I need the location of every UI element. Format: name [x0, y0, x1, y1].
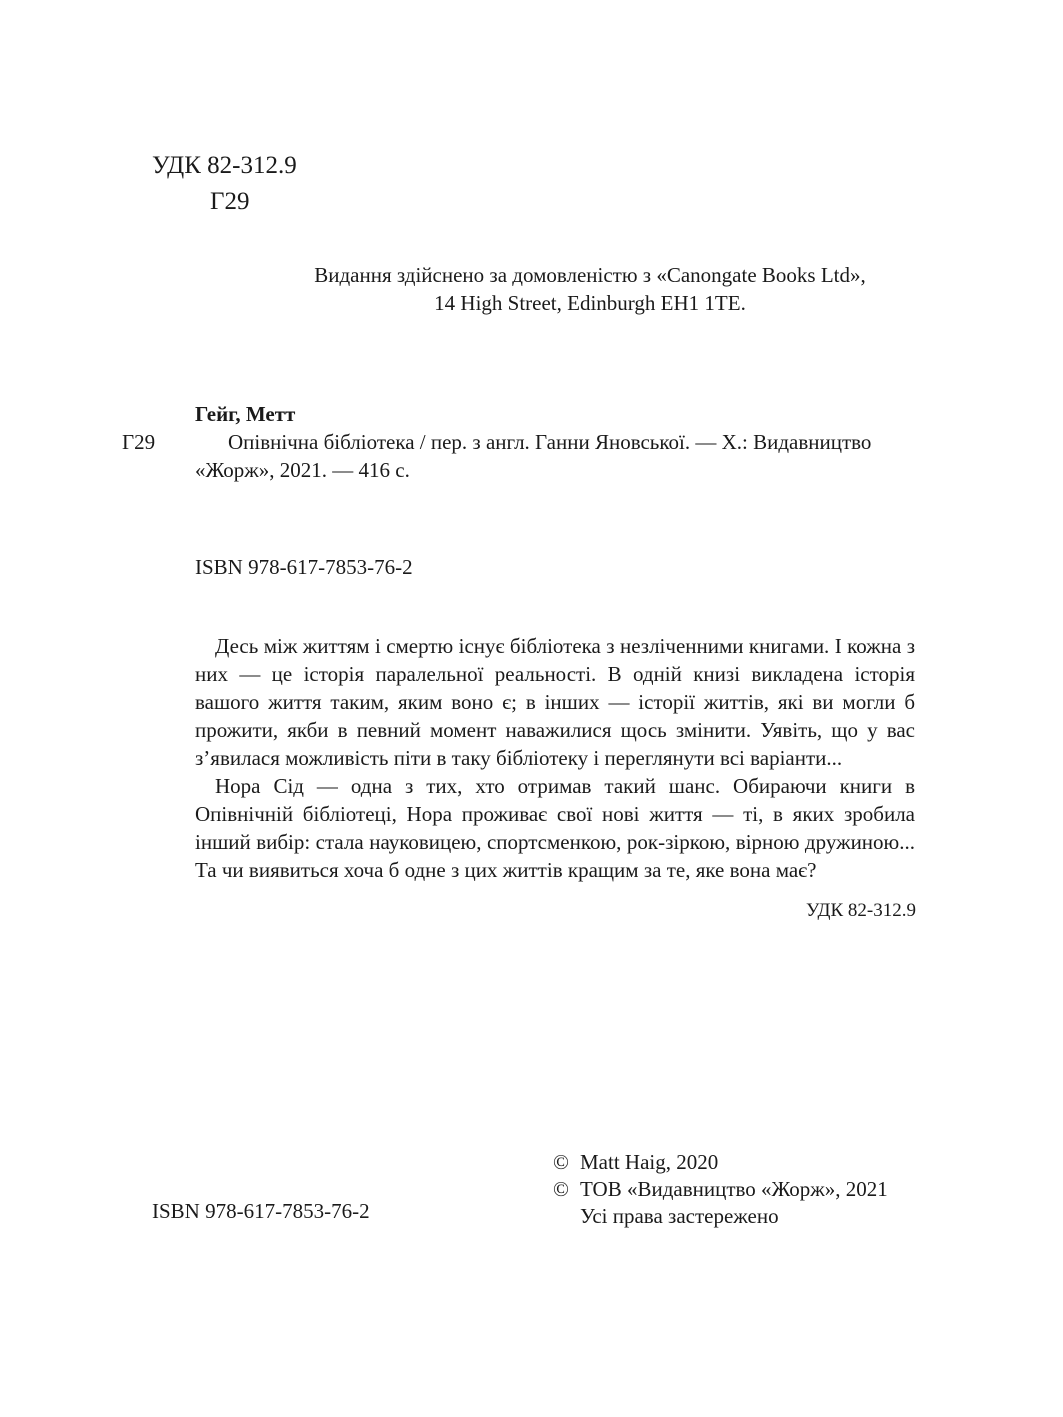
author-name: Гейг, Метт — [195, 402, 296, 426]
agreement-line-2: 14 High Street, Edinburgh EH1 1TE. — [434, 291, 746, 315]
udk-code-top: УДК 82-312.9 — [152, 152, 297, 179]
bibliographic-line-1: Опівнічна бібліотека / пер. з англ. Ганни Яновської. — Х.: Видавництво — [228, 430, 872, 454]
annotation-paragraph-1: Десь між життям і смертю існує бібліотека з незліченними книгами. І кожна з них — це історія паралельної реальності. В одній книзі викладена історія вашого життя таким, яким воно є; в інших — історії життів, які ви могли б прожити, якби в певний момент наважилися щось змінити. Уявіть, що у вас з’явилася можливість піти в таку бібліотеку і переглянути всі варіанти... — [195, 634, 915, 770]
copyright-publisher — [553, 1177, 888, 1202]
isbn-middle: ISBN 978-617-7853-76-2 — [195, 555, 413, 579]
agreement-line-1: Видання здійснено за домовленістю з «Canongate Books Ltd», — [314, 263, 866, 287]
copyright-symbol: © — [553, 1150, 569, 1174]
rights-reserved: Усі права застережено — [580, 1204, 779, 1228]
udk-code-annotation: УДК 82-312.9 — [806, 900, 916, 921]
isbn-bottom: ISBN 978-617-7853-76-2 — [152, 1199, 370, 1223]
copyright-publisher-text: ТОВ «Видавництво «Жорж», 2021 — [580, 1177, 888, 1201]
copyright-author-text: Matt Haig, 2020 — [580, 1150, 719, 1174]
copyright-symbol: © — [553, 1177, 569, 1201]
annotation — [195, 632, 915, 884]
author-mark-side: Г29 — [122, 430, 156, 454]
copyright-author — [553, 1150, 718, 1175]
author-mark-top: Г29 — [210, 188, 250, 215]
bibliographic-line-2: «Жорж», 2021. — 416 с. — [195, 458, 410, 482]
annotation-paragraph-2: Нора Сід — одна з тих, хто отримав такий шанс. Обираючи книги в Опівнічній бібліотеці, Нора проживає свої нові життя — ті, в яких зробила інший вибір: стала науковицею, спортсменкою, рок-зіркою, вірною дружиною... Та чи виявиться хоча б одне з цих життів кращим за те, яке вона має? — [195, 774, 915, 882]
